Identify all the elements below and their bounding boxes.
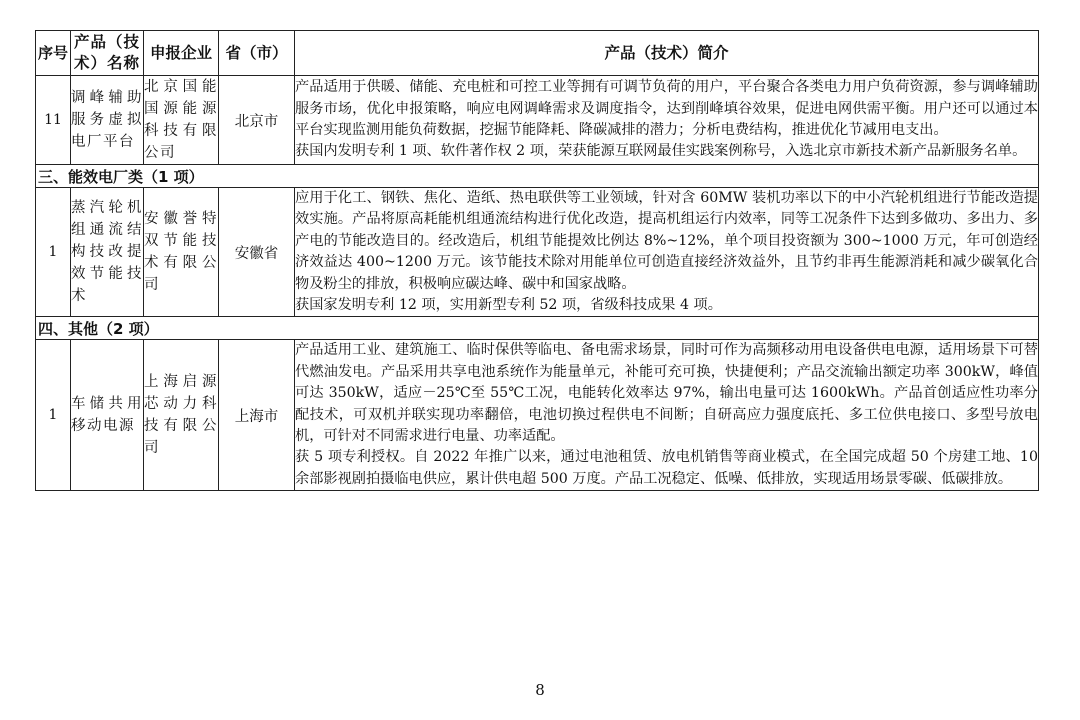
header-province: 省（市）: [219, 31, 295, 76]
section-row: [36, 317, 1039, 340]
header-product-name: 产品（技术）名称: [71, 31, 144, 76]
row-province: 安徽省: [219, 188, 295, 317]
row-enterprise: 北京国能国源能源科技有限公司: [144, 76, 219, 165]
table-row: [36, 188, 1039, 317]
description-paragraph: 应用于化工、钢铁、焦化、造纸、热电联供等工业领域，针对含 60MW 装机功率以下的中小汽轮机组进行节能改造提效实施。产品将原高耗能机组通流结构进行优化改造，提高机组运行内效率，同等工况条件下达到多做功、多出力、多产电的节能改造目的。经改造后，机组节能提效比例达 8%~12%，单个项目投资额为 300~1000 万元，年可创造经济效益达 400~1200 万元。该节能技术除对用能单位可创造直接经济效益外，且节约非再生能源消耗和减少碳氧化合物及粉尘的排放，积极响应碳达峰、碳中和国家战略。: [295, 190, 1038, 292]
row-index: 11: [36, 76, 71, 165]
row-index: 1: [36, 340, 71, 491]
row-description: [295, 76, 1039, 165]
row-enterprise: 安徽誉特双节能技术有限公司: [144, 188, 219, 317]
row-description: [295, 340, 1039, 491]
header-enterprise: 申报企业: [144, 31, 219, 76]
description-paragraph: 产品适用于供暖、储能、充电桩和可控工业等拥有可调节负荷的用户，平台聚合各类电力用户负荷资源，参与调峰辅助服务市场，优化申报策略，响应电网调峰需求及调度指令，达到削峰填谷效果，促进电网供需平衡。用户还可以通过本平台实现监测用能负荷数据，挖掘节能降耗、降碳减排的潜力；分析电费结构，推进优化节减用电支出。: [295, 79, 1038, 138]
row-description: [295, 188, 1039, 317]
description-paragraph: 获 5 项专利授权。自 2022 年推广以来，通过电池租赁、放电机销售等商业模式，在全国完成超 50 个房建工地、10 余部影视剧拍摄临电供应，累计供电超 500 万度。产品工况稳定、低噪、低排放，实现适用场景零碳、低碳排放。: [295, 449, 1038, 487]
description-paragraph: 获国家发明专利 12 项，实用新型专利 52 项，省级科技成果 4 项。: [295, 297, 722, 314]
header-index: 序号: [36, 31, 71, 76]
row-province: 上海市: [219, 340, 295, 491]
header-description: 产品（技术）简介: [295, 31, 1039, 76]
row-product-name: 蒸汽轮机组通流结构技改提效节能技术: [71, 188, 144, 317]
table-row: [36, 76, 1039, 165]
description-paragraph: 获国内发明专利 1 项、软件著作权 2 项，荣获能源互联网最佳实践案例称号，入选北京市新技术新产品新服务名单。: [295, 143, 1027, 160]
table-header-row: [36, 31, 1039, 76]
product-table: [35, 30, 1039, 491]
section-title: 三、能效电厂类（1 项）: [36, 165, 1039, 188]
section-row: [36, 165, 1039, 188]
row-index: 1: [36, 188, 71, 317]
page-number: 8: [535, 681, 545, 699]
section-title: 四、其他（2 项）: [36, 317, 1039, 340]
row-province: 北京市: [219, 76, 295, 165]
row-enterprise: 上海启源芯动力科技有限公司: [144, 340, 219, 491]
description-paragraph: 产品适用工业、建筑施工、临时保供等临电、备电需求场景，同时可作为高频移动用电设备供电电源，适用场景下可替代燃油发电。产品采用共享电池系统作为能量单元，补能可充可换，快捷便利；产品交流输出额定功率 300kW，峰值可达 350kW，适应－25℃至 55℃工况，电能转化效率达 97%，输出电量可达 1600kWh。产品首创适应性功率分配技术，可双机并联实现功率翻倍，电池切换过程供电不间断；自研高应力强度底托、多工位供电接口、多型号放电机，可针对不同需求进行电量、功率适配。: [295, 342, 1038, 445]
table-row: [36, 340, 1039, 491]
row-product-name: 车储共用移动电源: [71, 340, 144, 491]
row-product-name: 调峰辅助服务虚拟电厂平台: [71, 76, 144, 165]
